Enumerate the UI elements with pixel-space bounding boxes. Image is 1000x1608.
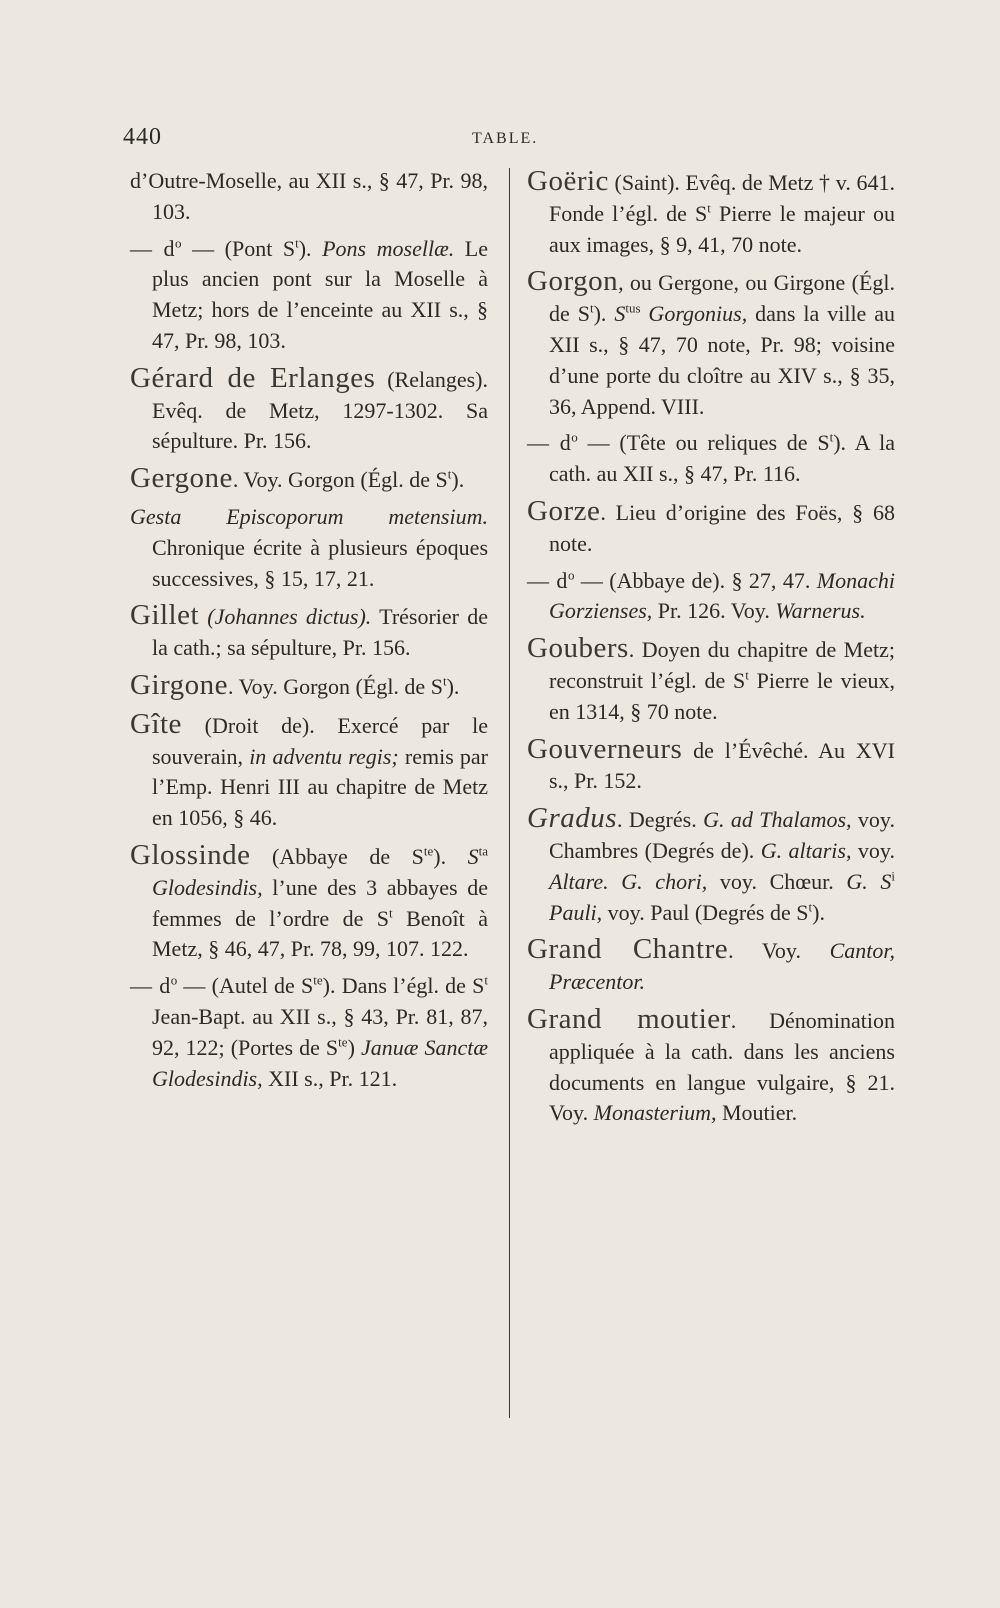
index-entry	[130, 363, 488, 457]
italic-text: (Johannes dictus).	[207, 604, 372, 630]
index-entry	[527, 428, 895, 490]
italic-text: Cantor, Præcentor.	[549, 938, 895, 995]
superscript: t	[745, 667, 749, 683]
entry-text: de l’Évêché. Au XVI s., Pr. 152.	[549, 737, 895, 794]
ditto-mark: — d	[130, 235, 176, 261]
superscript: ta	[478, 843, 489, 859]
ditto-mark: — d	[527, 567, 568, 593]
superscript: t	[808, 899, 813, 915]
entry-text: l’une des 3 abbayes de femmes de l’ordre de S	[152, 874, 488, 931]
entry-text: voy.	[851, 837, 895, 863]
index-entry	[527, 934, 895, 998]
entry-text: Benoît à Metz, § 46, 47, Pr. 78, 99, 107. 122.	[152, 905, 488, 962]
superscript: o	[175, 235, 182, 251]
superscript: te	[423, 843, 434, 859]
entry-text: . Dénomination appliquée à la cath. dans les anciens documents en langue vulgaire, § 21. Voy.	[549, 1007, 895, 1126]
entry-headword: Gorze	[527, 494, 601, 527]
entry-headword: Grand Chantre	[527, 933, 729, 966]
index-entry	[527, 1004, 895, 1129]
entry-text: dans la ville au XII s., § 47, 70 note, Pr. 98; voisine d’une porte du cloître au XIV s., § 35, 36, Append. VIII.	[549, 301, 896, 419]
index-entry	[130, 840, 488, 965]
italic-text: in adventu regis;	[249, 743, 399, 769]
entry-text: ).	[451, 467, 465, 493]
entry-text: — (Abbaye de). § 27, 47.	[574, 567, 817, 593]
entry-headword: Gradus	[527, 802, 618, 835]
entry-text: ).	[298, 235, 323, 261]
entry-text: . Voy.	[728, 938, 830, 964]
index-entry	[527, 734, 895, 798]
entry-headword: Girgone	[130, 668, 229, 701]
index-entry	[527, 803, 895, 928]
index-entry	[130, 971, 488, 1094]
page-number: 440	[123, 124, 162, 150]
entry-text: Le plus ancien pont sur la Moselle à Metz; hors de l’enceinte au XII s., § 47, Pr. 98, 103.	[152, 235, 488, 353]
entry-text: . Doyen du chapitre de Metz; reconstruit l’égl. de S	[549, 637, 895, 693]
index-entry	[130, 463, 488, 496]
entry-text: . Degrés.	[617, 807, 704, 833]
entry-text: . Lieu d’origine des Foës, § 68 note.	[549, 499, 895, 556]
running-title: TABLE.	[472, 130, 539, 147]
superscript: t	[389, 905, 393, 921]
page-header	[0, 124, 1000, 158]
italic-text: Monasterium,	[593, 1100, 717, 1126]
entry-text: — (Pont S	[181, 235, 296, 261]
entry-text: Pr. 126. Voy.	[652, 598, 776, 624]
superscript: te	[313, 972, 323, 988]
entry-headword: Gillet	[130, 599, 200, 632]
entry-text: ). Dans l’égl. de S	[322, 973, 485, 999]
superscript: i	[891, 868, 896, 884]
index-entry	[527, 166, 895, 260]
entry-text: ).	[812, 899, 825, 925]
entry-text: . Voy. Gorgon (Égl. de S	[228, 673, 443, 699]
index-entry	[527, 496, 895, 560]
italic-text: S	[467, 843, 479, 869]
entry-text: voy. Chœur.	[707, 868, 847, 894]
entry-headword: Gorgon	[527, 265, 619, 298]
entry-headword: Gérard de Erlanges	[130, 361, 376, 394]
index-entry	[527, 566, 895, 628]
entry-text: remis par l’Emp. Henri III au chapitre de Metz en 1056, § 46.	[152, 743, 489, 831]
entry-text: Pierre le vieux, en 1314, § 70 note.	[549, 667, 895, 724]
entry-text: — (Tête ou reliques de S	[577, 430, 830, 456]
superscript: t	[484, 972, 489, 988]
ditto-mark: — d	[527, 430, 572, 456]
superscript: t	[829, 430, 834, 446]
italic-text: Gesta Episcoporum metensium.	[130, 503, 488, 529]
index-entry	[130, 234, 488, 357]
italic-text: Pauli,	[549, 899, 603, 925]
index-entry	[130, 502, 488, 594]
entry-text: XII s., Pr. 121.	[262, 1065, 398, 1091]
superscript: t	[442, 673, 447, 689]
italic-text: Pons mosellæ.	[322, 235, 455, 261]
superscript: t	[447, 466, 452, 482]
italic-text: Glodesindis,	[152, 874, 263, 900]
entry-text: Trésorier de la cath.; sa sépulture, Pr. 156.	[152, 604, 488, 661]
superscript: o	[170, 972, 178, 988]
italic-text: Monachi Gorzienses,	[549, 567, 895, 624]
italic-text: G. altaris,	[760, 837, 852, 863]
index-entry	[527, 266, 895, 422]
italic-text: Januæ Sanctæ Glodesindis,	[152, 1034, 488, 1091]
entry-text: ). A la cath. au XII s., § 47, Pr. 116.	[549, 430, 895, 487]
entry-text: d’Outre-Moselle, au XII s., § 47, Pr. 98, 103.	[130, 168, 488, 224]
superscript: tus	[625, 300, 641, 316]
entry-headword: Gouverneurs	[527, 732, 683, 765]
entry-text: ).	[593, 301, 615, 327]
entry-headword: Gergone	[130, 462, 233, 495]
entry-text: voy. Paul (Degrés de S	[602, 899, 809, 925]
superscript: o	[571, 430, 578, 446]
entry-text: ).	[446, 673, 460, 699]
italic-text: G. ad Thalamos,	[703, 807, 852, 833]
left-column	[130, 166, 488, 1100]
superscript: t	[589, 300, 594, 316]
column-divider	[509, 168, 510, 1418]
entry-headword: Glossinde	[130, 838, 251, 871]
entry-headword: Gîte	[130, 707, 182, 740]
italic-text: Warnerus.	[775, 598, 866, 624]
italic-text: G. S	[846, 868, 892, 894]
index-entry	[130, 709, 488, 834]
superscript: t	[707, 200, 711, 216]
entry-text: . Voy. Gorgon (Égl. de S	[232, 467, 448, 493]
entry-text: , ou Gergone, ou Girgone (Égl. de S	[549, 270, 895, 327]
entry-text: (Saint). Evêq. de Metz † v. 641. Fonde l’égl. de S	[549, 170, 895, 226]
entry-text: Chronique écrite à plusieurs époques successives, § 15, 17, 21.	[152, 534, 488, 591]
entry-text: (Relanges). Evêq. de Metz, 1297-1302. Sa sépulture. Pr. 156.	[152, 366, 488, 454]
entry-headword: Grand moutier	[527, 1002, 731, 1035]
superscript: t	[295, 235, 299, 251]
entry-text: ).	[433, 843, 468, 869]
entry-headword: Goëric	[527, 165, 609, 197]
ditto-mark: — d	[130, 973, 171, 999]
superscript: o	[567, 567, 575, 583]
entry-text: voy. Chambres (Degrés de).	[549, 807, 895, 863]
index-entry	[130, 600, 488, 664]
italic-text: Gorgonius,	[640, 301, 748, 327]
entry-headword: Goubers	[527, 632, 629, 665]
italic-text: S	[614, 301, 626, 327]
entry-text: Pierre le majeur ou aux images, § 9, 41, 70 note.	[549, 200, 895, 257]
right-column	[527, 166, 895, 1135]
superscript: te	[338, 1034, 348, 1050]
italic-text: Altare. G. chori,	[549, 868, 708, 894]
entry-text: (Droit de). Exercé par le souverain,	[152, 712, 488, 769]
entry-text: — (Autel de S	[177, 973, 314, 999]
entry-text: Moutier.	[716, 1100, 798, 1126]
entry-text: (Abbaye de S	[250, 843, 424, 869]
index-entry	[527, 633, 895, 727]
index-entry	[130, 166, 488, 228]
entry-text: )	[347, 1034, 361, 1060]
index-entry	[130, 670, 488, 703]
entry-text: Jean-Bapt. au XII s., § 43, Pr. 81, 87, 92, 122; (Portes de S	[152, 1003, 488, 1060]
